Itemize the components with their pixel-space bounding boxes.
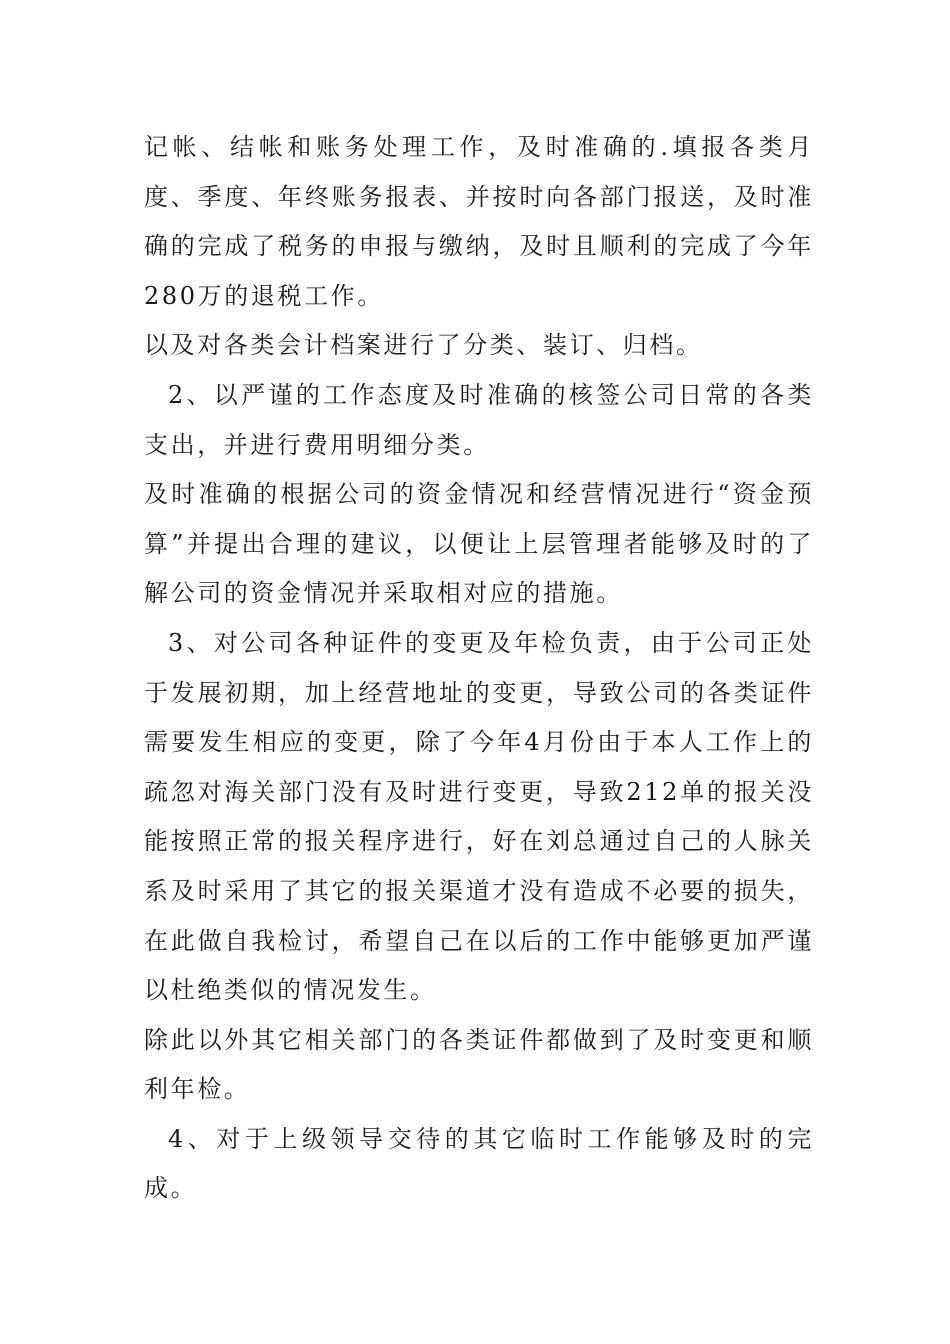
paragraph-item-2: 2、以严谨的工作态度及时准确的核签公司日常的各类支出，并进行费用明细分类。 bbox=[144, 380, 814, 459]
document-body bbox=[144, 123, 814, 1214]
paragraph-item-3: 3、对公司各种证件的变更及年检负责，由于公司正处于发展初期，加上经营地址的变更，导致公司的各类证件需要发生相应的变更，除了今年4月份由于本人工作上的疏忽对海关部门没有及时进行变更，导致212单的报关没能按照正常的报关程序进行，好在刘总通过自己的人脉关系及时采用了其它的报关渠道才没有造成不必要的损失，在此做自我检讨，希望自己在以后的工作中能够更加严谨以杜绝类似的情况发生。 bbox=[144, 628, 814, 1005]
paragraph-budget: 及时准确的根据公司的资金情况和经营情况进行“资金预算”并提出合理的建议，以便让上层管理者能够及时的了解公司的资金情况并采取相对应的措施。 bbox=[144, 480, 814, 608]
paragraph-certificates: 除此以外其它相关部门的各类证件都做到了及时变更和顺利年检。 bbox=[144, 1025, 814, 1104]
paragraph-archives: 以及对各类会计档案进行了分类、装订、归档。 bbox=[144, 331, 703, 360]
paragraph-bookkeeping: 记帐、结帐和账务处理工作，及时准确的.填报各类月度、季度、年终账务报表、并按时向各部门报送，及时准确的完成了税务的申报与缴纳，及时且顺利的完成了今年280万的退税工作。 bbox=[144, 133, 814, 310]
paragraph-item-4: 4、对于上级领导交待的其它临时工作能够及时的完成。 bbox=[144, 1124, 814, 1203]
